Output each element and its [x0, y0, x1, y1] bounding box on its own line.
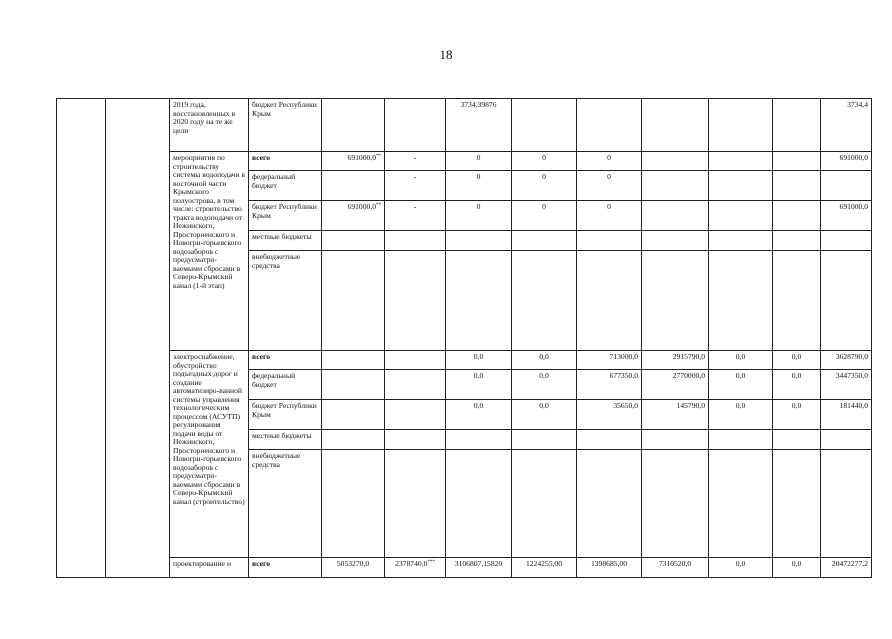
value-cell	[577, 251, 642, 351]
value-cell	[773, 201, 821, 231]
value-cell	[322, 400, 385, 430]
value-cell	[709, 251, 773, 351]
empty-col-2	[106, 99, 170, 578]
measure-description: проектирование и	[170, 558, 249, 578]
value-cell: 0,0	[773, 558, 821, 578]
value-cell	[642, 430, 709, 450]
empty-col-1	[57, 99, 106, 578]
value-cell	[512, 430, 577, 450]
value-cell	[446, 450, 512, 558]
value-cell: 0,0	[773, 400, 821, 430]
value-cell: 3734,39876	[446, 99, 512, 152]
value-cell: 0	[446, 171, 512, 201]
value-cell: 691000,0**	[322, 201, 385, 231]
value-cell: 2378740,0***	[385, 558, 446, 578]
value-cell: 3106807,15820	[446, 558, 512, 578]
value-cell	[322, 450, 385, 558]
value-cell	[642, 152, 709, 171]
value-cell: 3628790,0	[821, 351, 872, 370]
value-cell: 0	[446, 201, 512, 231]
value-cell: 3734,4	[821, 99, 872, 152]
value-cell: 0	[512, 152, 577, 171]
funding-source: всего	[249, 558, 322, 578]
value-cell: 3447350,0	[821, 370, 872, 400]
value-cell	[773, 231, 821, 251]
value-cell	[385, 351, 446, 370]
value-cell	[512, 251, 577, 351]
value-cell	[512, 450, 577, 558]
value-cell	[821, 430, 872, 450]
value-cell	[773, 152, 821, 171]
value-cell: 0,0	[446, 351, 512, 370]
funding-source: бюджет Республики Крым	[249, 99, 322, 152]
funding-source: местные бюджеты	[249, 430, 322, 450]
value-cell: 7310520,0	[642, 558, 709, 578]
value-cell: -	[385, 201, 446, 231]
value-cell	[709, 231, 773, 251]
value-cell: 0,0	[773, 351, 821, 370]
value-cell	[642, 201, 709, 231]
value-cell: 0,0	[709, 370, 773, 400]
value-cell: 0,0	[709, 400, 773, 430]
value-cell	[385, 231, 446, 251]
value-cell	[642, 450, 709, 558]
value-cell	[821, 231, 872, 251]
measure-description: электроснабжение, обустройство подъездных дорог и создание автоматизиро-ванной системы управления технологическим процессом (АСУТП) регулирования подачи воды от Нежинского, Просторненского и Новогри-горьевского водозаборов с предусматри-ваемыми сбросами в Северо-Крымский канал (строительство)	[170, 351, 249, 558]
value-cell: 0,0	[512, 370, 577, 400]
value-cell	[773, 99, 821, 152]
value-cell: 677350,0	[577, 370, 642, 400]
funding-source: всего	[249, 152, 322, 171]
value-cell: 691000,0	[821, 152, 872, 171]
value-cell: 181440,0	[821, 400, 872, 430]
table-row	[57, 152, 872, 171]
value-cell: 0,0	[512, 351, 577, 370]
value-cell: 0,0	[709, 351, 773, 370]
value-cell	[322, 251, 385, 351]
value-cell: 1224255,00	[512, 558, 577, 578]
value-cell	[577, 99, 642, 152]
funding-source: бюджет Республики Крым	[249, 400, 322, 430]
value-cell	[322, 370, 385, 400]
value-cell	[385, 400, 446, 430]
value-cell	[642, 231, 709, 251]
value-cell	[773, 430, 821, 450]
value-cell: 0,0	[773, 370, 821, 400]
value-cell	[642, 99, 709, 152]
value-cell	[709, 152, 773, 171]
funding-source: внебюджетные средства	[249, 251, 322, 351]
value-cell	[385, 370, 446, 400]
value-cell	[709, 430, 773, 450]
value-cell	[709, 450, 773, 558]
value-cell	[642, 171, 709, 201]
funding-source: бюджет Республики Крым	[249, 201, 322, 231]
value-cell	[577, 430, 642, 450]
value-cell	[322, 351, 385, 370]
value-cell	[385, 430, 446, 450]
value-cell	[385, 99, 446, 152]
value-cell	[322, 171, 385, 201]
value-cell: 0	[577, 171, 642, 201]
value-cell: 0	[512, 171, 577, 201]
value-cell	[773, 450, 821, 558]
value-cell: 1398685,00	[577, 558, 642, 578]
value-cell	[773, 251, 821, 351]
funding-source: внебюджетные средства	[249, 450, 322, 558]
value-cell: 0	[512, 201, 577, 231]
value-cell	[709, 201, 773, 231]
value-cell	[385, 450, 446, 558]
value-cell	[821, 251, 872, 351]
value-cell	[577, 231, 642, 251]
value-cell	[446, 231, 512, 251]
funding-source: федеральный бюджет	[249, 370, 322, 400]
budget-table	[56, 98, 872, 578]
value-cell: 5053270,0	[322, 558, 385, 578]
value-cell	[821, 450, 872, 558]
value-cell: 0	[577, 201, 642, 231]
value-cell: 20472277,2	[821, 558, 872, 578]
value-cell: 35650,0	[577, 400, 642, 430]
table-row	[57, 351, 872, 370]
value-cell: 0,0	[446, 370, 512, 400]
value-cell: 0	[446, 152, 512, 171]
value-cell	[322, 430, 385, 450]
table-row	[57, 558, 872, 578]
value-cell: 713000,0	[577, 351, 642, 370]
value-cell: 2915790,0	[642, 351, 709, 370]
value-cell: 2770000,0	[642, 370, 709, 400]
value-cell	[821, 171, 872, 201]
value-cell	[512, 231, 577, 251]
page-number: 18	[439, 47, 453, 62]
value-cell	[577, 450, 642, 558]
value-cell: 0	[577, 152, 642, 171]
value-cell	[709, 171, 773, 201]
value-cell: 691000,0	[821, 201, 872, 231]
table-row	[57, 99, 872, 152]
value-cell: 0,0	[512, 400, 577, 430]
funding-source: местные бюджеты	[249, 231, 322, 251]
measure-description: мероприятия по строительству системы водоподачи в восточной части Крымского полуострова, в том числе: строительство тракта водоподачи от Нежинского, Просторненского и Новогри-горьевского водозаборов с предусматри-ваемыми сбросами в Северо-Крымский канал (1-й этап)	[170, 152, 249, 351]
value-cell: 691000,0**	[322, 152, 385, 171]
value-cell	[385, 251, 446, 351]
value-cell: -	[385, 152, 446, 171]
value-cell	[709, 99, 773, 152]
value-cell	[322, 231, 385, 251]
value-cell	[446, 430, 512, 450]
measure-description: 2019 года, восстановленных в 2020 году на те же цели	[170, 99, 249, 152]
value-cell	[322, 99, 385, 152]
value-cell: 0,0	[446, 400, 512, 430]
value-cell: 145790,0	[642, 400, 709, 430]
funding-source: всего	[249, 351, 322, 370]
value-cell: -	[385, 171, 446, 201]
value-cell	[773, 171, 821, 201]
value-cell	[446, 251, 512, 351]
value-cell: 0,0	[709, 558, 773, 578]
value-cell	[642, 251, 709, 351]
funding-source: федеральный бюджет	[249, 171, 322, 201]
value-cell	[512, 99, 577, 152]
